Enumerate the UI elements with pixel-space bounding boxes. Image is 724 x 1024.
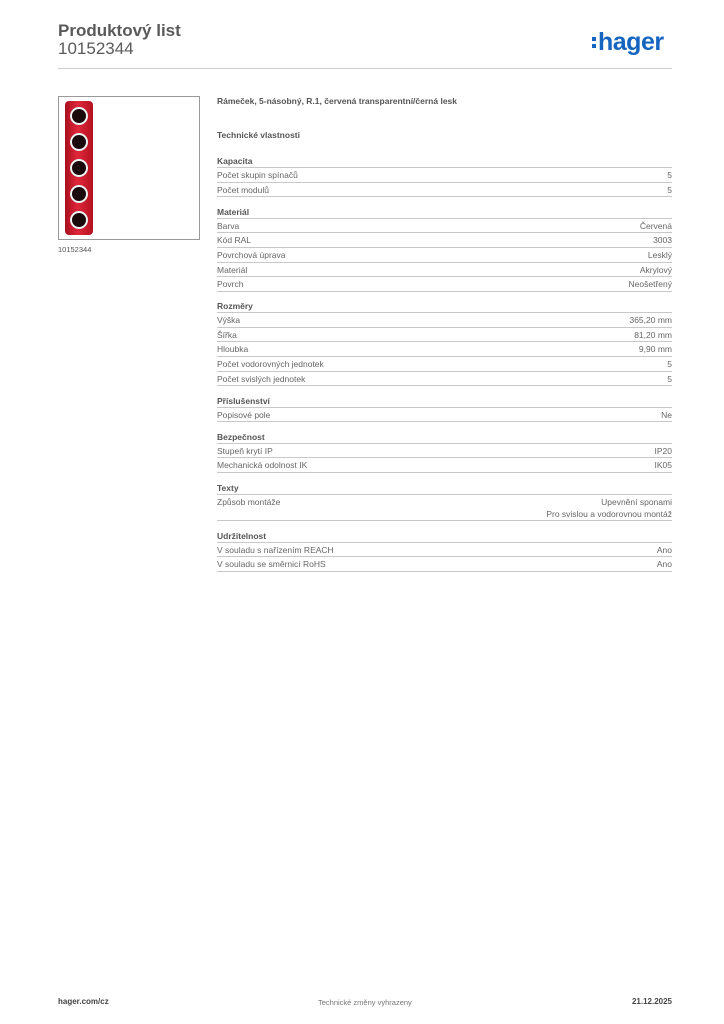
frame-opening	[70, 185, 88, 203]
spec-value: 5	[667, 359, 672, 369]
spec-value-secondary: Pro svislou a vodorovnou montáž	[546, 508, 672, 519]
spec-row	[217, 457, 672, 472]
spec-row	[217, 276, 672, 291]
spec-group-title: Rozměry	[217, 301, 253, 312]
document-product-number: 10152344	[58, 39, 134, 58]
spec-group-end-rule	[217, 421, 672, 422]
frame-opening	[70, 159, 88, 177]
spec-group-title: Udržitelnost	[217, 530, 267, 541]
spec-value: 3003	[653, 235, 672, 246]
spec-row	[217, 341, 672, 356]
spec-row	[217, 407, 672, 422]
spec-group-end-rule	[217, 571, 672, 572]
spec-label: Barva	[217, 220, 240, 231]
logo-dots-icon	[592, 37, 596, 48]
spec-label: V souladu s nařízením REACH	[217, 544, 334, 555]
spec-label: Šířka	[217, 329, 237, 340]
spec-group-title: Bezpečnost	[217, 431, 265, 442]
frame-opening	[70, 211, 88, 229]
hager-logo	[592, 29, 664, 55]
spec-group-end-rule	[217, 196, 672, 197]
spec-value: Akrylový	[639, 264, 672, 275]
spec-label: Mechanická odolnost IK	[217, 460, 308, 471]
spec-row	[217, 327, 672, 342]
footer-date: 21.12.2025	[631, 997, 672, 1006]
frame-opening	[70, 133, 88, 151]
spec-value: Upevnění sponami	[601, 496, 672, 507]
spec-label: Povrch	[217, 279, 244, 290]
spec-group-end-rule	[217, 291, 672, 292]
spec-row	[217, 262, 672, 277]
spec-label: Počet modulů	[217, 184, 269, 195]
spec-group-title: Texty	[217, 482, 239, 493]
frame-opening	[70, 107, 88, 125]
spec-row	[217, 371, 672, 386]
spec-label: Kód RAL	[217, 235, 252, 246]
spec-value: Ano	[656, 544, 672, 555]
spec-value: Červená	[639, 220, 672, 231]
spec-value: Ano	[656, 559, 672, 570]
spec-row	[217, 182, 672, 197]
spec-label: Stupeň krytí IP	[217, 445, 273, 456]
spec-value: Lesklý	[647, 249, 672, 260]
spec-row	[217, 494, 672, 521]
spec-row	[217, 218, 672, 233]
technical-properties-heading: Technické vlastnosti	[217, 130, 300, 140]
spec-value: Neošetřený	[628, 279, 672, 290]
frame-illustration	[65, 101, 93, 235]
spec-label: Způsob montáže	[217, 496, 281, 507]
product-name: Rámeček, 5-násobný, R.1, červená transparentní/černá lesk	[217, 96, 458, 106]
spec-group-end-rule	[217, 385, 672, 386]
spec-row	[217, 443, 672, 458]
spec-group-title: Materiál	[217, 206, 250, 217]
spec-row	[217, 356, 672, 371]
spec-row	[217, 312, 672, 327]
spec-group-title: Příslušenství	[217, 395, 270, 406]
footer-website: hager.com/cz	[58, 997, 109, 1006]
footer-note: Technické změny vyhrazeny	[318, 998, 412, 1007]
product-image-caption: 10152344	[58, 245, 92, 254]
spec-label: Počet skupin spínačů	[217, 170, 298, 180]
product-image	[58, 96, 200, 240]
spec-label: Materiál	[217, 264, 248, 275]
document-title: Produktový list	[58, 21, 181, 40]
spec-group-end-rule	[217, 472, 672, 473]
spec-label: Počet vodorovných jednotek	[217, 359, 324, 369]
header-divider	[58, 68, 672, 69]
spec-row	[217, 542, 672, 557]
spec-label: Počet svislých jednotek	[217, 373, 306, 384]
spec-group-end-rule	[217, 520, 672, 521]
spec-value: 5	[667, 184, 672, 195]
spec-row	[217, 247, 672, 262]
spec-value: 81,20 mm	[634, 329, 672, 340]
spec-group-title: Kapacita	[217, 156, 253, 166]
spec-value: 9,90 mm	[638, 344, 672, 355]
spec-value: 5	[667, 373, 672, 384]
spec-label: Popisové pole	[217, 409, 271, 420]
spec-label: Výška	[217, 315, 241, 326]
spec-value: IK05	[654, 460, 672, 471]
spec-label: Hloubka	[217, 344, 249, 355]
spec-value: Ne	[661, 409, 672, 420]
spec-row	[217, 556, 672, 571]
spec-value: IP20	[654, 445, 672, 456]
spec-label: V souladu se směrnicí RoHS	[217, 559, 326, 570]
spec-value: 365,20 mm	[629, 315, 672, 326]
spec-row	[217, 232, 672, 247]
logo-text: hager	[598, 27, 664, 56]
spec-row	[217, 167, 672, 182]
spec-label: Povrchová úprava	[217, 249, 286, 260]
spec-value: 5	[667, 170, 672, 180]
